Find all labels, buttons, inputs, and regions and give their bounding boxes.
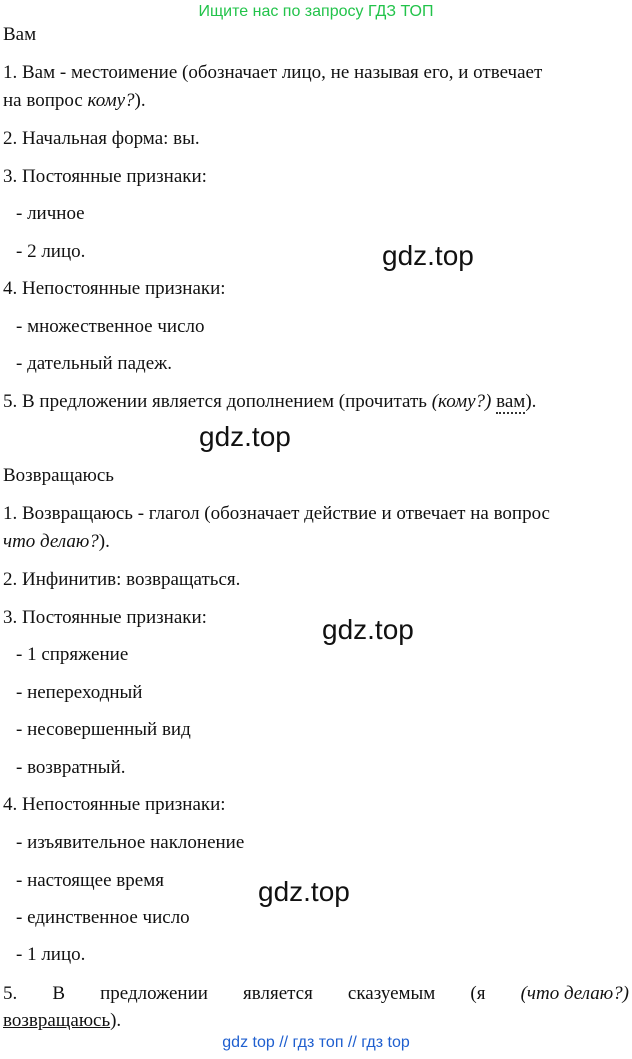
s2-line-5a: 5. В предложении является сказуемым (я (что делаю?)	[3, 983, 629, 1004]
s2-line-3c: - несовершенный вид	[16, 719, 191, 740]
s2-line-3d: - возвратный.	[16, 757, 126, 778]
s1-line-1b: на вопрос кому?).	[3, 90, 146, 111]
s2-line-4a: - изъявительное наклонение	[16, 832, 245, 853]
s2-line-3a: - 1 спряжение	[16, 644, 129, 665]
s2-line-4c: - единственное число	[16, 907, 190, 928]
watermark: gdz.top	[322, 614, 414, 645]
bottom-banner: gdz top // гдз топ // гдз top	[222, 1034, 410, 1051]
s2-line-4b: - настоящее время	[16, 870, 164, 891]
s1-line-5: 5. В предложении является дополнением (прочитать (кому?) вам).	[3, 391, 537, 412]
s1-line-1a: 1. Вам - местоимение (обозначает лицо, не называя его, и отвечает	[3, 62, 543, 83]
watermark: gdz.top	[258, 876, 350, 907]
s2-line-2: 2. Инфинитив: возвращаться.	[3, 569, 241, 590]
underlined-word-vozvrashchayus: возвращаюсь	[3, 1010, 111, 1031]
word-title-vozvrashchayus: Возвращаюсь	[3, 465, 114, 486]
watermark: gdz.top	[382, 240, 474, 271]
s2-line-3: 3. Постоянные признаки:	[3, 607, 207, 628]
s2-line-4d: - 1 лицо.	[16, 944, 86, 965]
s2-line-1a: 1. Возвращаюсь - глагол (обозначает действие и отвечает на вопрос	[3, 503, 550, 524]
word-title-vam: Вам	[3, 24, 37, 45]
s1-line-3a: - личное	[16, 203, 85, 224]
s1-line-4a: - множественное число	[16, 316, 205, 337]
s2-line-1b: что делаю?).	[3, 531, 110, 552]
s1-line-3: 3. Постоянные признаки:	[3, 166, 207, 187]
s2-line-5b: возвращаюсь).	[3, 1010, 122, 1031]
s1-line-4b: - дательный падеж.	[16, 353, 172, 374]
s2-line-4: 4. Непостоянные признаки:	[3, 794, 226, 815]
s1-line-4: 4. Непостоянные признаки:	[3, 278, 226, 299]
s2-line-3b: - непереходный	[16, 682, 143, 703]
s1-line-2: 2. Начальная форма: вы.	[3, 128, 200, 149]
s1-line-3b: - 2 лицо.	[16, 241, 86, 262]
top-banner: Ищите нас по запросу ГДЗ ТОП	[198, 3, 434, 20]
watermark: gdz.top	[199, 421, 291, 452]
underlined-word-vam: вам	[496, 391, 526, 412]
